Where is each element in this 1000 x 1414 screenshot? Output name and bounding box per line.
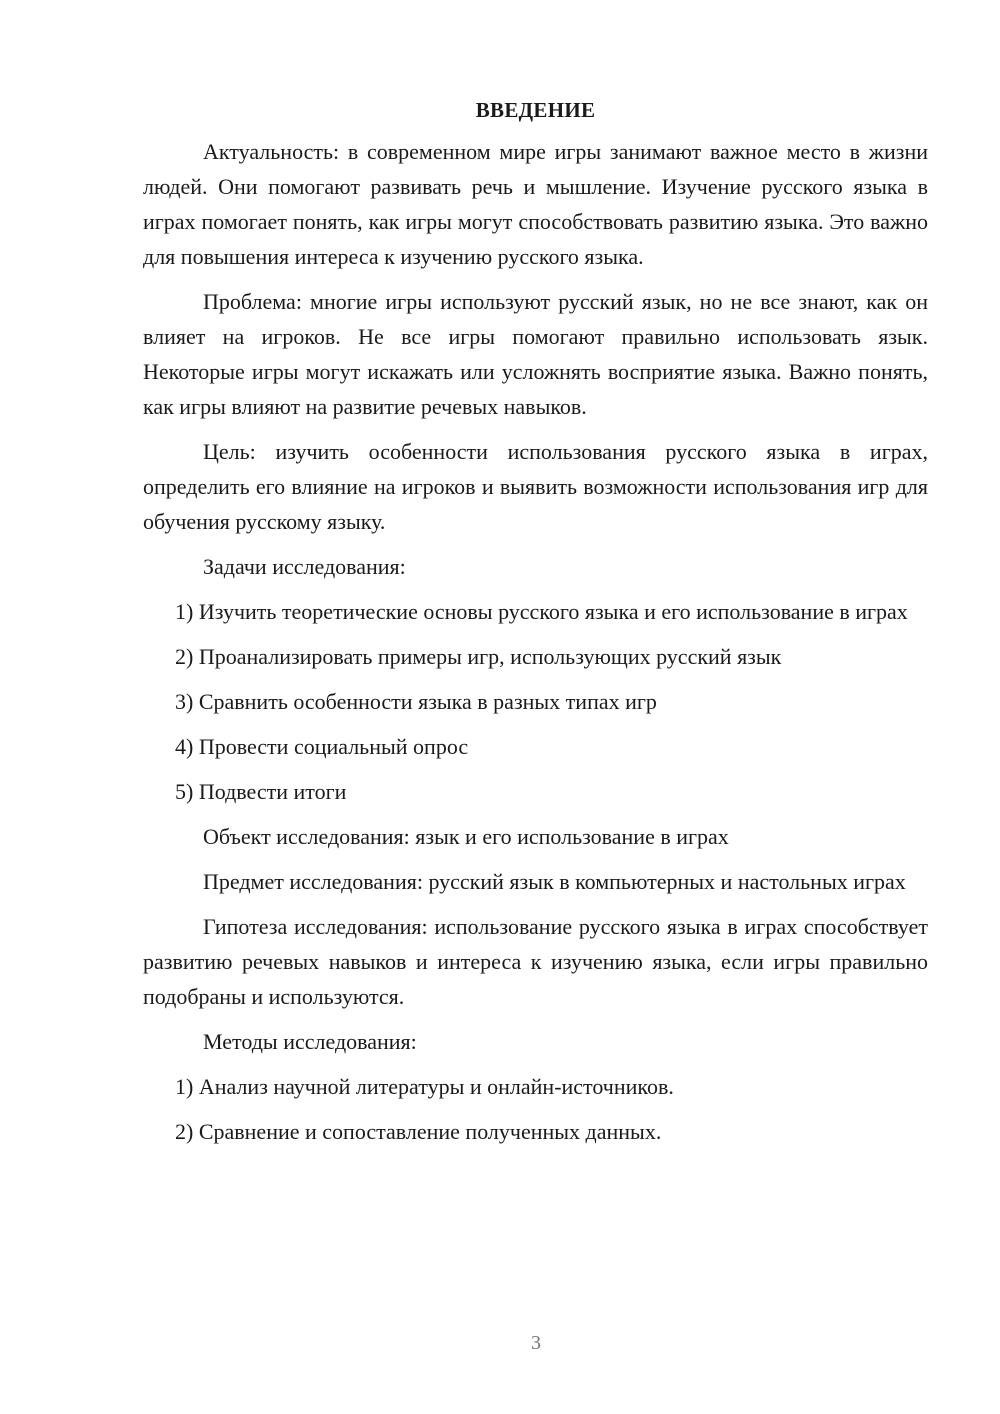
task-item: 3) Сравнить особенности языка в разных типах игр [175, 689, 657, 714]
method-item: 1) Анализ научной литературы и онлайн-источников. [175, 1074, 674, 1099]
problem-paragraph: Проблема: многие игры используют русский язык, но не все знают, как он влияет на игроков. Не все игры помогают правильно использовать язык. Некоторые игры могут искажать или усложнять восприятие языка. Важно понять, как игры влияют на развитие речевых навыков. [143, 289, 928, 419]
subject-paragraph: Предмет исследования: русский язык в компьютерных и настольных играх [203, 869, 906, 894]
hypothesis-paragraph: Гипотеза исследования: использование русского языка в играх способствует развитию речевых навыков и интереса к изучению языка, если игры правильно подобраны и используются. [143, 914, 928, 1009]
page-number: 3 [531, 1332, 541, 1354]
relevance-paragraph: Актуальность: в современном мире игры занимают важное место в жизни людей. Они помогают развивать речь и мышление. Изучение русского языка в играх помогает понять, как игры могут способствовать развитию языка. Это важно для повышения интереса к изучению русского языка. [143, 139, 928, 269]
goal-paragraph: Цель: изучить особенности использования русского языка в играх, определить его влияние на игроков и выявить возможности использования игр для обучения русскому языку. [143, 439, 928, 534]
tasks-heading: Задачи исследования: [203, 554, 406, 579]
task-item: 2) Проанализировать примеры игр, использующих русский язык [175, 644, 782, 669]
task-item: 1) Изучить теоретические основы русского языка и его использование в играх [175, 599, 908, 624]
page-content [143, 92, 928, 1159]
task-item: 4) Провести социальный опрос [175, 734, 469, 759]
task-item: 5) Подвести итоги [175, 779, 347, 804]
methods-heading: Методы исследования: [203, 1029, 417, 1054]
object-paragraph: Объект исследования: язык и его использование в играх [203, 824, 729, 849]
page-title: ВВЕДЕНИЕ [475, 98, 596, 122]
method-item: 2) Сравнение и сопоставление полученных данных. [175, 1119, 662, 1144]
